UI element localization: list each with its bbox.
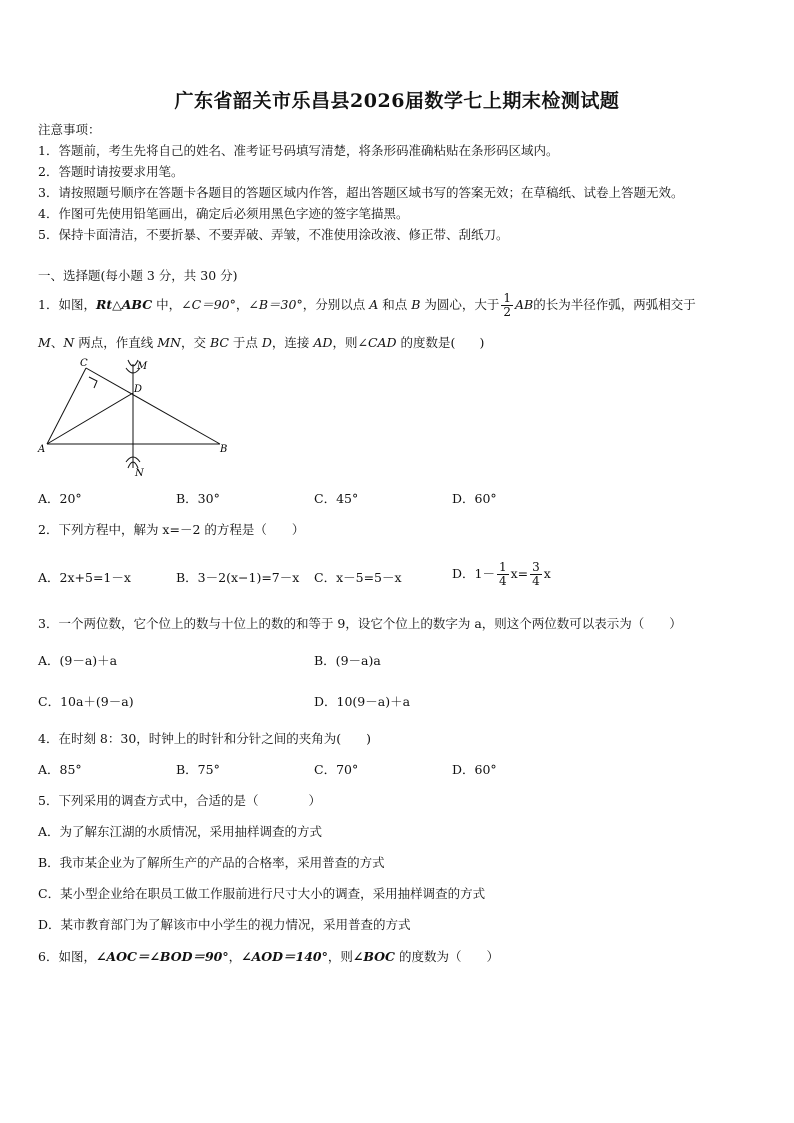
q1-m: M <box>38 335 51 350</box>
q1-triangle-figure <box>30 356 240 480</box>
q6-text: 6．如图， <box>38 949 96 964</box>
q1-text: 、 <box>50 335 64 350</box>
q1-text: ) <box>479 335 485 350</box>
q2-option-c[interactable]: C．x－5=5－x <box>314 570 402 585</box>
q2-d-text: D．1－ <box>452 566 495 581</box>
notice-item-5: 5．保持卡面清洁，不要折暴、不要弄破、弄皱，不准使用涂改液、修正带、刮纸刀。 <box>38 227 509 242</box>
q5-option-a[interactable]: A．为了解东江湖的水质情况，采用抽样调查的方式 <box>38 824 323 839</box>
q1-point-b: B <box>411 297 421 312</box>
q1-cad: ∠CAD <box>357 335 397 350</box>
q1-point-a: A <box>369 297 379 312</box>
q1-text: 和点 <box>378 297 412 312</box>
q1-triangle: Rt△ABC <box>95 297 153 312</box>
q6-text: ， <box>228 949 242 964</box>
label-d: D <box>134 384 143 395</box>
q4-option-a[interactable]: A．85° <box>38 762 82 777</box>
q1-text: 两点，作直线 <box>74 335 158 350</box>
q5-option-c[interactable]: C．某小型企业给在职员工做工作服前进行尺寸大小的调查，采用抽样调查的方式 <box>38 886 486 901</box>
q1-text: ，交 <box>180 335 210 350</box>
q1-line-1 <box>38 290 696 320</box>
q1-text: ， <box>235 297 249 312</box>
q1-angle-b: ∠B＝30° <box>248 297 303 312</box>
label-b: B <box>220 444 228 455</box>
q1-option-c[interactable]: C．45° <box>314 491 359 506</box>
q6-angle-aod: ∠AOD＝140° <box>241 949 328 964</box>
q1-d: D <box>261 335 272 350</box>
q1-mn: MN <box>157 335 181 350</box>
q1-n: N <box>63 335 75 350</box>
q6-text: ，则 <box>327 949 353 964</box>
q3-option-d[interactable]: D．10(9－a)＋a <box>314 694 411 709</box>
label-a: A <box>38 444 46 455</box>
q6-angle-boc: ∠BOC <box>352 949 395 964</box>
q2-option-b[interactable]: B．3－2(x−1)=7－x <box>176 570 300 585</box>
side-cb <box>86 368 220 444</box>
label-m: M <box>137 361 148 372</box>
q1-text: 的度数是( <box>396 335 456 350</box>
right-angle-mark <box>89 377 97 388</box>
q5-option-d[interactable]: D．某市教育部门为了解该市中小学生的视力情况，采用普查的方式 <box>38 917 411 932</box>
page-title: 广东省韶关市乐昌县2026届数学七上期末检测试题 <box>174 90 620 112</box>
q3-option-a[interactable]: A．(9－a)＋a <box>38 653 118 668</box>
q3-stem: 3．一个两位数，它个位上的数与十位上的数的和等于 9，设它个位上的数字为 a，则这个两位数可以表示为（ ） <box>38 616 682 631</box>
q1-option-b[interactable]: B．30° <box>176 491 220 506</box>
q1-option-d[interactable]: D．60° <box>452 491 497 506</box>
section-heading: 一、选择题(每小题 3 分，共 30 分) <box>38 268 238 283</box>
q2-d-fraction-2: $\frac{3}{4}$ <box>532 560 540 588</box>
q1-text: 为圆心，大于 <box>420 297 500 312</box>
q6-stem <box>38 947 499 965</box>
q2-stem: 2．下列方程中，解为 x=－2 的方程是（ ） <box>38 522 305 537</box>
q1-text: ，分别以点 <box>302 297 370 312</box>
q1-angle-c: ∠C＝90° <box>181 297 236 312</box>
q1-ab: AB <box>515 297 534 312</box>
q6-text: 的度数为（ ） <box>395 949 499 964</box>
q2-option-a[interactable]: A．2x+5=1－x <box>38 570 131 585</box>
q5-option-b[interactable]: B．我市某企业为了解所生产的产品的合格率，采用普查的方式 <box>38 855 385 870</box>
q4-option-c[interactable]: C．70° <box>314 762 359 777</box>
q4-option-b[interactable]: B．75° <box>176 762 220 777</box>
label-n: N <box>135 468 144 479</box>
q1-text: 于点 <box>228 335 262 350</box>
notice-item-4: 4．作图可先使用铅笔画出，确定后必须用黑色字迹的签字笔描黑。 <box>38 206 409 221</box>
q2-d-text: x= <box>510 566 529 581</box>
q2-d-fraction-1: $\frac{1}{4}$ <box>498 560 507 588</box>
q4-option-d[interactable]: D．60° <box>452 762 497 777</box>
q1-ad: AD <box>313 335 333 350</box>
q1-line-2 <box>38 333 484 351</box>
q5-stem: 5．下列采用的调查方式中，合适的是（ ） <box>38 793 321 808</box>
q1-text: ，则 <box>332 335 358 350</box>
label-c: C <box>80 358 88 369</box>
q2-d-text: x <box>543 566 551 581</box>
q1-bc: BC <box>209 335 229 350</box>
q6-angles-right: ∠AOC＝∠BOD＝90° <box>95 949 229 964</box>
q1-text: ，连接 <box>271 335 314 350</box>
q2-option-d[interactable] <box>452 554 551 594</box>
notice-heading: 注意事项： <box>38 122 101 137</box>
q1-option-a[interactable]: A．20° <box>38 491 82 506</box>
q4-stem: 4．在时刻 8：30，时钟上的时针和分针之间的夹角为( ) <box>38 731 372 746</box>
q1-text: 的长为半径作弧，两弧相交于 <box>533 297 696 312</box>
q3-option-c[interactable]: C．10a＋(9－a) <box>38 694 134 709</box>
q1-fraction: $\frac{1}{2}$ <box>503 291 511 319</box>
q1-text: 中， <box>152 297 182 312</box>
q1-text: 1．如图， <box>38 297 96 312</box>
notice-item-3: 3．请按照题号顺序在答题卡各题目的答题区域内作答，超出答题区域书写的答案无效；在草稿纸、试卷上答题无效。 <box>38 185 684 200</box>
notice-item-1: 1．答题前，考生先将自己的姓名、准考证号码填写清楚，将条形码准确粘贴在条形码区域内。 <box>38 143 559 158</box>
q3-option-b[interactable]: B．(9－a)a <box>314 653 381 668</box>
notice-item-2: 2．答题时请按要求用笔。 <box>38 164 184 179</box>
